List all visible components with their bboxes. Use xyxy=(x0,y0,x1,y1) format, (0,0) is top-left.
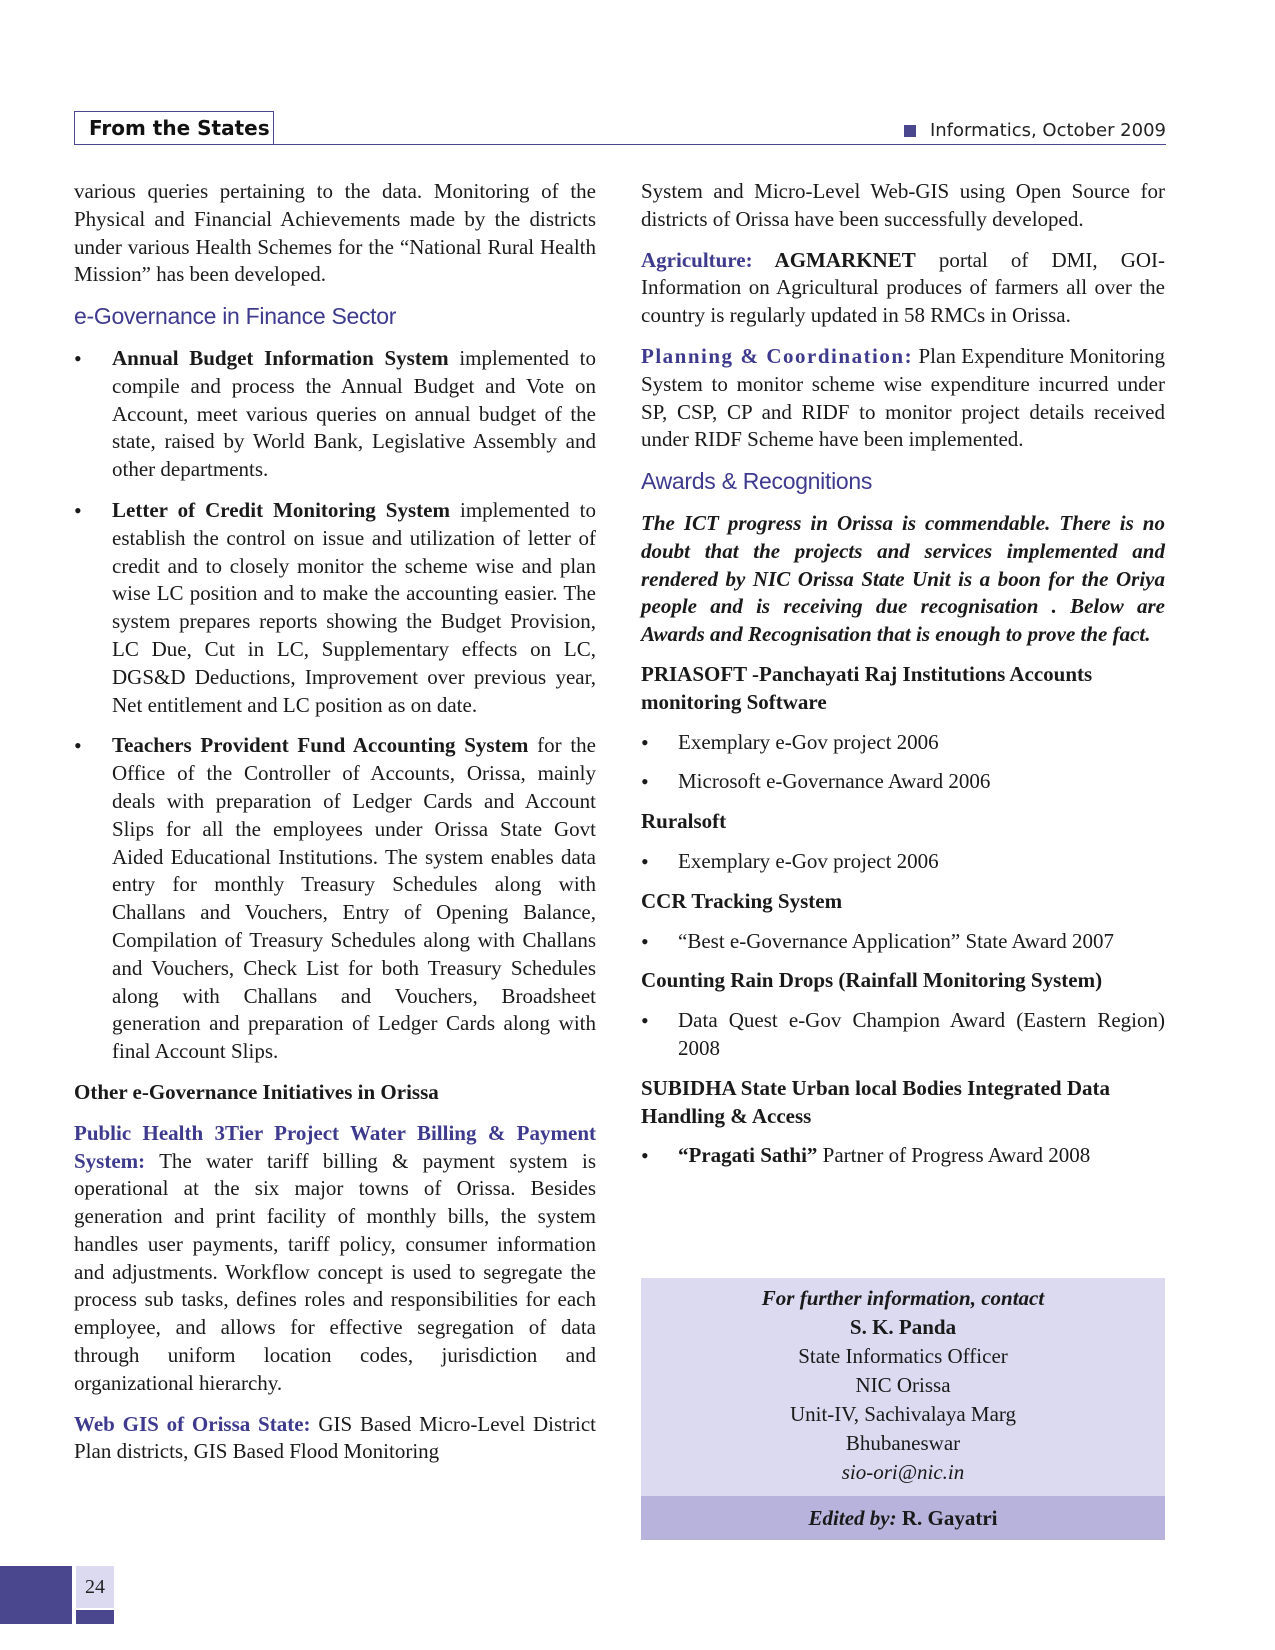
award-title-priasoft: PRIASOFT -Panchayati Raj Institutions Accounts monitoring Software xyxy=(641,661,1093,714)
contact-email[interactable]: sio-ori@nic.in xyxy=(841,1460,965,1484)
award-item-text: Partner of Progress Award 2008 xyxy=(817,1143,1091,1168)
webgis-continued: System and Micro-Level Web-GIS using Open Source for districts of Orissa have been successfully developed. xyxy=(641,179,1165,231)
bullet-item xyxy=(74,497,596,719)
edited-label: Edited by: xyxy=(808,1506,897,1530)
bullet-text: implemented to compile and process the Annual Budget and Vote on Account, meet various queries on annual budget of the state, raised by World Bank, Legislative Assembly and other departments. xyxy=(112,345,596,482)
contact-role: State Informatics Officer xyxy=(798,1344,1008,1368)
award-item: • Exemplary e-Gov project 2006 xyxy=(641,729,1165,757)
awards-lead: The ICT progress in Orissa is commendable. There is no doubt that the projects and services implemented and rendered by NIC Orissa State Unit is a boon for the Oriya people and is receiving due recognisation . Below are Awards and Recognisation that is enough to prove the fact. xyxy=(641,510,1165,647)
finance-heading: e-Governance in Finance Sector xyxy=(74,303,397,330)
contact-org: NIC Orissa xyxy=(855,1373,951,1397)
bullet-text: implemented to establish the control on issue and utilization of letter of credit and to closely monitor the scheme wise and plan wise LC position and to make the accounting easier. The system prepares reports showing the Budget Provision, LC Due, Cut in LC, Supplementary effects on LC, DGS&D Deductions, Improvement over previous year, Net entitlement and LC position as on date. xyxy=(112,497,596,717)
page-number-bar-small xyxy=(76,1610,114,1624)
other-heading: Other e-Governance Initiatives in Orissa xyxy=(74,1079,439,1104)
bullet-title: Annual Budget Information System xyxy=(112,345,449,370)
section-title: From the States xyxy=(74,111,274,145)
public-health-paragraph xyxy=(74,1120,596,1398)
public-health-text: The water tariff billing & payment system is operational at the six major towns of Orissa. Besides generation and print facility of monthly bills, the system handles user payments, tariff policy, consumer information and adjustments. Workflow concept is used to segregate the process sub tasks, defines roles and responsibilities for each employee, and allows for effective segregation of data through uniform location codes, jurisdiction and organizational hierarchy. xyxy=(74,1148,596,1395)
webgis-lead: Web GIS of Orissa State: xyxy=(74,1411,311,1436)
bullet-text: for the Office of the Controller of Accounts, Orissa, mainly deals with preparation of Ledger Cards and Account Slips for all the employees under Orissa State Govt Aided Educational Institutions. The system enables data entry for monthly Treasury Schedules along with Challans and Vouchers, Entry of Opening Balance, Compilation of Treasury Schedules along with Challans and Vouchers, Check List for both Treasury Schedules along with Challans and Vouchers, Broadsheet generation and preparation of Ledger Cards along with final Account Slips. xyxy=(112,733,596,1064)
agmarknet-label: AGMARKNET xyxy=(752,247,916,272)
planning-lead: Planning & Coordination: xyxy=(641,343,914,368)
award-title-ccr: CCR Tracking System xyxy=(641,888,843,913)
page-number-bar xyxy=(0,1566,72,1624)
award-title-subidha: SUBIDHA State Urban local Bodies Integrated Data Handling & Access xyxy=(641,1075,1111,1128)
award-item: • Microsoft e-Governance Award 2006 xyxy=(641,768,1165,796)
public-health-lead: Public Health 3Tier Project Water Billing & Payment System: xyxy=(74,1120,596,1173)
square-icon xyxy=(904,125,916,137)
awards-heading: Awards & Recognitions xyxy=(641,468,873,495)
webgis-paragraph xyxy=(74,1411,596,1467)
planning-paragraph xyxy=(641,343,1165,454)
publication-label: Informatics, October 2009 xyxy=(929,120,1166,141)
agriculture-lead: Agriculture: xyxy=(641,247,753,272)
intro-paragraph: various queries pertaining to the data. Monitoring of the Physical and Financial Achievements made by the districts under various Health Schemes for the “National Rural Health Mission” has been developed. xyxy=(74,179,596,287)
award-title-rain: Counting Rain Drops (Rainfall Monitoring System) xyxy=(641,968,1103,993)
contact-box xyxy=(641,1278,1165,1496)
bullet-item xyxy=(74,732,596,1066)
planning-text: Plan Expenditure Monitoring System to monitor scheme wise expenditure incurred under SP, CSP, CP and RIDF to monitor project details received under RIDF Scheme have been implemented. xyxy=(641,343,1165,452)
agriculture-paragraph xyxy=(641,247,1165,330)
contact-name: S. K. Panda xyxy=(849,1315,957,1339)
left-column xyxy=(74,178,596,1479)
editor-name: R. Gayatri xyxy=(896,1506,998,1530)
award-item: • “Best e-Governance Application” State Award 2007 xyxy=(641,928,1165,956)
award-item xyxy=(641,1142,1165,1170)
contact-heading: For further information, contact xyxy=(761,1286,1045,1310)
bullet-title: Letter of Credit Monitoring System xyxy=(112,497,450,522)
edited-by-bar xyxy=(641,1496,1165,1540)
award-item: • Data Quest e-Gov Champion Award (Eastern Region) 2008 xyxy=(641,1007,1165,1063)
award-item: • Exemplary e-Gov project 2006 xyxy=(641,848,1165,876)
award-title-ruralsoft: Ruralsoft xyxy=(641,809,727,834)
page-number: 24 xyxy=(76,1566,114,1608)
right-column xyxy=(641,178,1165,1182)
webgis-text: GIS Based Micro-Level District Plan districts, GIS Based Flood Monitoring xyxy=(74,1411,596,1464)
contact-city: Bhubaneswar xyxy=(845,1431,961,1455)
agriculture-text: portal of DMI, GOI- Information on Agricultural produces of farmers all over the country is regularly updated in 58 RMCs in Orissa. xyxy=(641,247,1166,328)
bullet-title: Teachers Provident Fund Accounting System xyxy=(112,733,529,758)
contact-address: Unit-IV, Sachivalaya Marg xyxy=(789,1402,1017,1426)
award-item-bold: “Pragati Sathi” xyxy=(678,1143,818,1168)
masthead xyxy=(904,120,1166,141)
bullet-item xyxy=(74,345,596,484)
header-rule xyxy=(74,144,1166,145)
